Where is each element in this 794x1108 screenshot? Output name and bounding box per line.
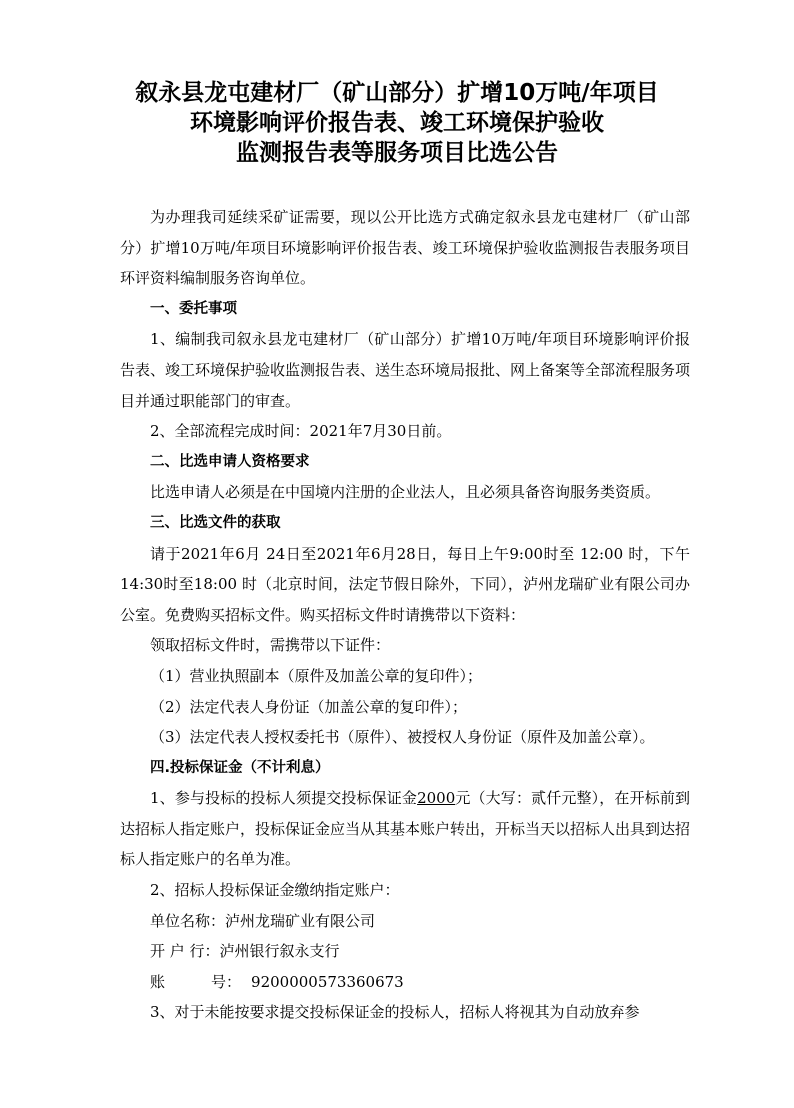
section-3-heading: 三、比选文件的获取 bbox=[150, 514, 281, 531]
section-3-item-2: （2）法定代表人身份证（加盖公章的复印件）； bbox=[150, 697, 468, 716]
account-number-label-1: 账 bbox=[150, 972, 166, 991]
account-unit-row bbox=[120, 906, 690, 937]
account-number-row bbox=[120, 967, 690, 998]
title-line-2: 环境影响评价报告表、竣工环境保护验收 bbox=[190, 110, 604, 136]
section-4-paragraph-2: 2、招标人投标保证金缴纳指定账户： bbox=[150, 881, 400, 900]
section-3-paragraph-1: 请于2021年6月 24日至2021年6月28日，每日上午9:00时至 12:00 时，下午14:30时至18:00 时（北京时间，法定节假日除外，下同），泸州龙瑞矿业有限公司办公室。免费购买招标文件。购买招标文件时请携带以下资料： bbox=[120, 544, 690, 624]
account-bank-row bbox=[120, 936, 690, 967]
section-3-item-3: （3）法定代表人授权委托书（原件）、被授权人身份证（原件及加盖公章）。 bbox=[150, 728, 655, 747]
account-bank-label: 开 户 行： bbox=[150, 942, 220, 961]
section-3-paragraph-2: 领取招标文件时，需携带以下证件： bbox=[150, 636, 391, 655]
deposit-text-before: 1、参与投标的投标人须提交投标保证金 bbox=[150, 789, 418, 808]
account-number-label-2: 号： bbox=[211, 972, 242, 991]
account-unit-value: 泸州龙瑞矿业有限公司 bbox=[225, 911, 376, 930]
account-unit-label: 单位名称： bbox=[150, 911, 226, 930]
section-4-heading: 四.投标保证金（不计利息） bbox=[150, 759, 330, 776]
account-bank-value: 泸州银行叙永支行 bbox=[219, 942, 340, 961]
title-line-3: 监测报告表等服务项目比选公告 bbox=[236, 140, 558, 166]
title-line-1: 叙永县龙屯建材厂（矿山部分）扩增10万吨/年项目 bbox=[135, 80, 659, 106]
section-4-paragraph-1 bbox=[120, 783, 690, 875]
account-number-value: 9200000573360673 bbox=[251, 972, 404, 991]
deposit-text-after: 元（大写：贰仟元整），在开标前到达招标人指定账户，投标保证金应当从其基本账户转出，开标当天以招标人出具到达招标人指定账户的名单为准。 bbox=[120, 789, 691, 869]
section-2-heading: 二、比选申请人资格要求 bbox=[150, 453, 310, 470]
document-body bbox=[120, 202, 690, 1028]
section-4-paragraph-3: 3、对于未能按要求提交投标保证金的投标人，招标人将视其为自动放弃参 bbox=[150, 1003, 640, 1022]
intro-paragraph: 为办理我司延续采矿证需要，现以公开比选方式确定叙永县龙屯建材厂（矿山部分）扩增10万吨/年项目环境影响评价报告表、竣工环境保护验收监测报告表服务项目环评资料编制服务咨询单位。 bbox=[120, 208, 690, 288]
section-1-paragraph-2: 2、全部流程完成时间：2021年7月30日前。 bbox=[150, 422, 452, 441]
section-3-item-1: （1）营业执照副本（原件及加盖公章的复印件）； bbox=[150, 666, 483, 685]
section-1-paragraph-1: 1、编制我司叙永县龙屯建材厂（矿山部分）扩增10万吨/年项目环境影响评价报告表、竣工环境保护验收监测报告表、送生态环境局报批、网上备案等全部流程服务项目并通过职能部门的审查。 bbox=[120, 330, 691, 410]
section-2-paragraph-1: 比选申请人必须是在中国境内注册的企业法人，且必须具备咨询服务类资质。 bbox=[150, 483, 661, 502]
document-title bbox=[0, 78, 794, 168]
deposit-amount: 2000 bbox=[417, 789, 456, 808]
section-1-heading: 一、委托事项 bbox=[150, 300, 237, 317]
